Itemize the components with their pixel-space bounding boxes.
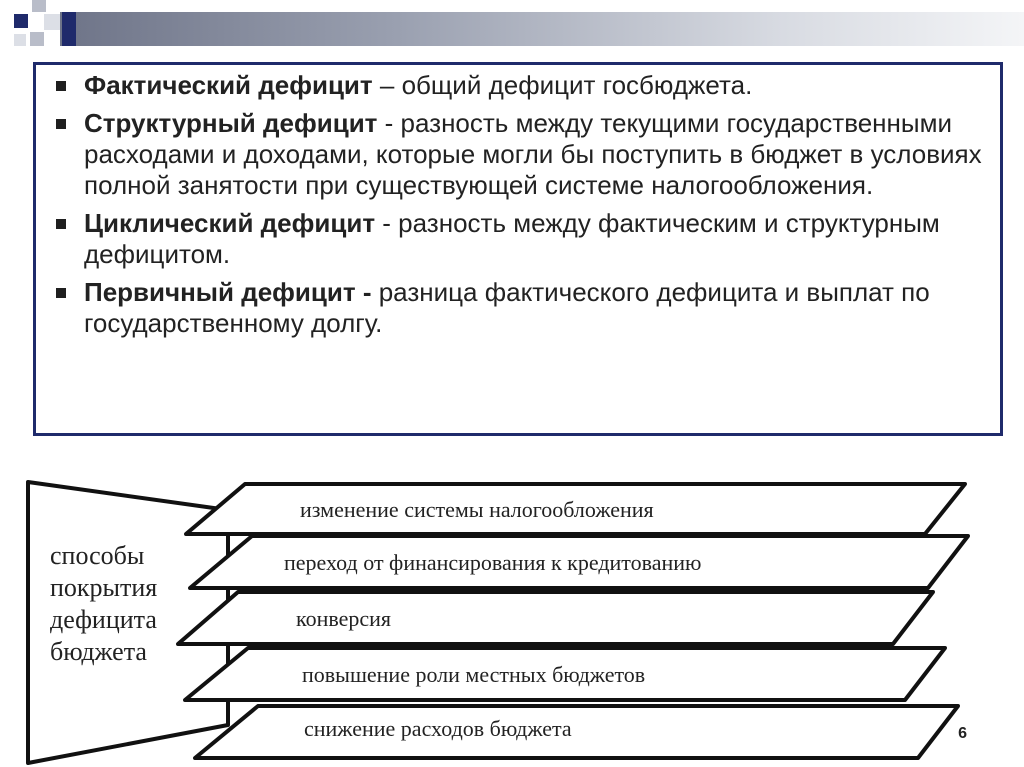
header-gradient-bar (60, 12, 1024, 46)
definitions-list (48, 70, 988, 346)
definition-term: Циклический дефицит (84, 208, 376, 238)
method-label-2: переход от финансирования к кредитованию (284, 550, 702, 575)
funnel-label: способы покрытия дефицита бюджета (50, 541, 158, 666)
decor-square (14, 34, 26, 46)
method-label-4: повышение роли местных бюджетов (302, 662, 646, 687)
definition-item (48, 108, 988, 201)
decor-square (14, 14, 28, 28)
method-band-3 (178, 592, 933, 644)
square-bullet-icon (56, 81, 66, 91)
definition-term: Структурный дефицит (84, 108, 378, 138)
definition-text: - разность между текущими государственными расходами и доходами, которые могли бы поступить в бюджет в условиях полной занятости при существующей системе налогообложения. (84, 108, 982, 200)
definition-item (48, 277, 988, 339)
definition-term: Первичный дефицит - (84, 277, 372, 307)
square-bullet-icon (56, 219, 66, 229)
method-label-1: изменение системы налогообложения (300, 497, 654, 522)
definition-text: разница фактического дефицита и выплат по государственному долгу. (84, 277, 930, 338)
square-bullet-icon (56, 119, 66, 129)
method-label-5: снижение расходов бюджета (304, 716, 572, 741)
deficit-coverage-diagram (0, 470, 1024, 767)
decor-square (30, 32, 44, 46)
square-bullet-icon (56, 288, 66, 298)
definition-text: – общий дефицит госбюджета. (372, 70, 753, 100)
definition-item (48, 70, 988, 101)
decor-square (44, 14, 60, 30)
definition-text: - разность между фактическим и структурным дефицитом. (84, 208, 940, 269)
decor-square (32, 0, 46, 12)
definition-item (48, 208, 988, 270)
method-label-3: конверсия (296, 606, 392, 631)
definition-term: Фактический дефицит (84, 70, 373, 100)
header-decoration (0, 0, 1024, 50)
decor-square (62, 12, 76, 46)
page-number: 6 (958, 725, 967, 742)
